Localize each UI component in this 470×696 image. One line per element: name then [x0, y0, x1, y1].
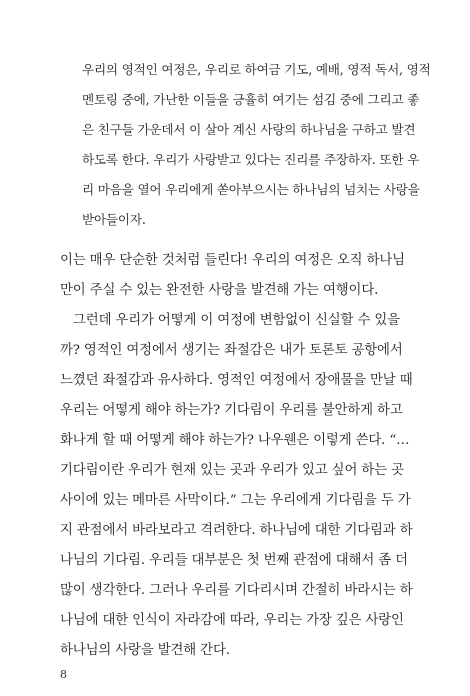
quote-line: 하도록 한다. 우리가 사랑받고 있다는 진리를 주장하자. 또한 우 — [82, 152, 420, 167]
quote-line: 멘토링 중에, 가난한 이들을 긍휼히 여기는 섬김 중에 그리고 좋 — [82, 92, 420, 107]
body-line: 이는 매우 단순한 것처럼 들린다! 우리의 여정은 오직 하나님 — [60, 253, 405, 268]
body-line: 느꼈던 좌절감과 유사하다. 영적인 여정에서 장애물을 만날 때 — [60, 373, 413, 388]
body-line: 기다림이란 우리가 현재 있는 곳과 우리가 있고 싶어 하는 곳 — [60, 463, 404, 478]
body-line: 화나게 할 때 어떻게 해야 하는가? 나우웬은 이렇게 쓴다. “… — [60, 433, 410, 448]
quote-line: 은 친구들 가운데서 이 살아 계신 사랑의 하나님을 구하고 발견 — [82, 122, 416, 137]
page-number: 8 — [60, 668, 67, 681]
body-line: 나님의 기다림. 우리들 대부분은 첫 번째 관점에 대해서 좀 더 — [60, 553, 408, 568]
quote-line: 리 마음을 열어 우리에게 쏟아부으시는 하나님의 넘치는 사랑을 — [82, 182, 420, 197]
quote-line: 우리의 영적인 여정은, 우리로 하여금 기도, 예배, 영적 독서, 영적 — [82, 62, 431, 77]
body-line: 지 관점에서 바라보라고 격려한다. 하나님에 대한 기다림과 하 — [60, 523, 413, 538]
body-line: 나님에 대한 인식이 자라감에 따라, 우리는 가장 깊은 사랑인 — [60, 613, 404, 628]
body-line: 많이 생각한다. 그러나 우리를 기다리시며 간절히 바라시는 하 — [60, 583, 413, 598]
body-line: 사이에 있는 메마른 사막이다.” 그는 우리에게 기다림을 두 가 — [60, 493, 411, 508]
body-line: 그런데 우리가 어떻게 이 여정에 변함없이 신실할 수 있을 — [73, 313, 400, 328]
quote-line: 받아들이자. — [82, 212, 146, 227]
body-line: 만이 주실 수 있는 완전한 사랑을 발견해 가는 여행이다. — [60, 283, 379, 298]
body-line: 우리는 어떻게 해야 하는가? 기다림이 우리를 불안하게 하고 — [60, 403, 403, 418]
body-line: 하나님의 사랑을 발견해 간다. — [60, 643, 230, 658]
body-line: 까? 영적인 여정에서 생기는 좌절감은 내가 토론토 공항에서 — [60, 343, 403, 358]
